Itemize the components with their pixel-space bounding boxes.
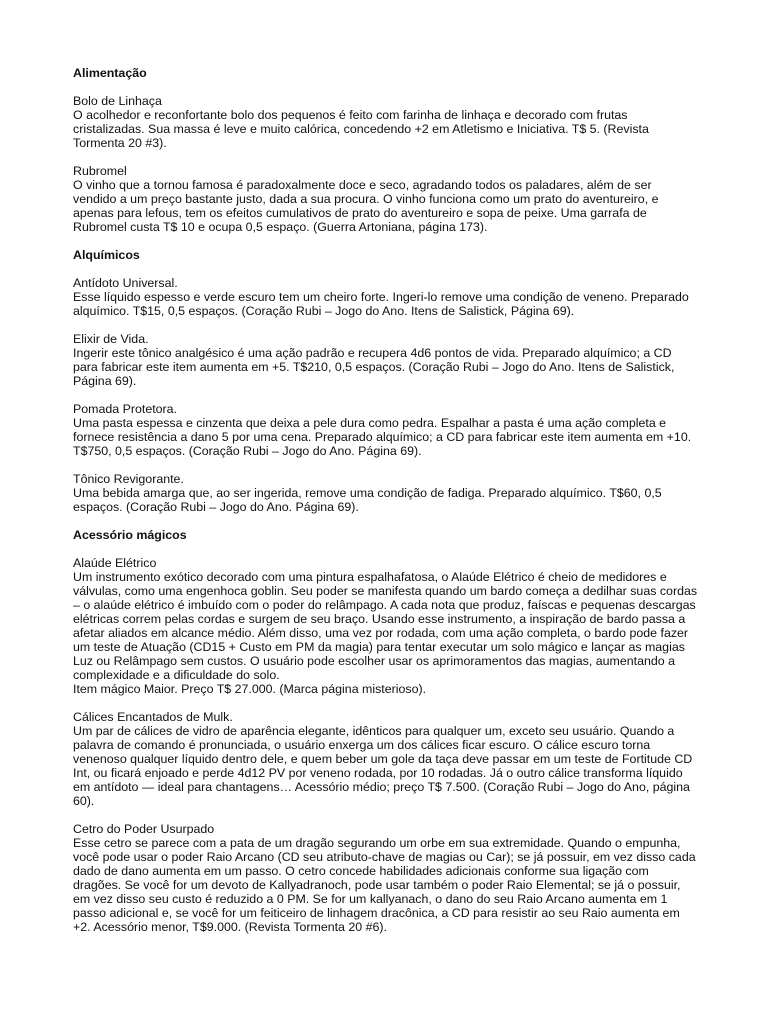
entry bbox=[73, 94, 698, 150]
entry-title: Antídoto Universal. bbox=[73, 276, 178, 290]
entry bbox=[73, 822, 698, 934]
section-heading: Alimentação bbox=[73, 66, 147, 80]
entry bbox=[73, 472, 698, 514]
entry-body: Uma bebida amarga que, ao ser ingerida, remove uma condição de fadiga. Preparado alquímico. T$60, 0,5 espaços. (Coração Rubi – Jogo do Ano. Página 69). bbox=[73, 486, 662, 514]
entry bbox=[73, 556, 698, 696]
entry bbox=[73, 276, 698, 318]
entry-body: Esse cetro se parece com a pata de um dragão segurando um orbe em sua extremidade. Quando o empunha, você pode usar o poder Raio Arcano (CD seu atributo-chave de magias ou Car); se já possuir, em vez disso cada dado de dano aumenta em um passo. O cetro concede habilidades adicionais conforme sua ligação com dragões. Se você for um devoto de Kallyadranoch, pode usar também o poder Raio Elemental; se já o possuir, em vez disso seu custo é reduzido a 0 PM. Se for um kallyanach, o dano do seu Raio Arcano aumenta em 1 passo adicional e, se você for um feiticeiro de linhagem dracônica, a CD para resistir ao seu Raio aumenta em +2. Acessório menor, T$9.000. (Revista Tormenta 20 #6). bbox=[73, 836, 696, 934]
entry-title: Bolo de Linhaça bbox=[73, 94, 162, 108]
entry-title: Cálices Encantados de Mulk. bbox=[73, 710, 233, 724]
entry bbox=[73, 332, 698, 388]
entry-title: Alaúde Elétrico bbox=[73, 556, 157, 570]
entry-title: Cetro do Poder Usurpado bbox=[73, 822, 215, 836]
entry-body: Esse líquido espesso e verde escuro tem um cheiro forte. Ingeri-lo remove uma condição de veneno. Preparado alquímico. T$15, 0,5 espaços. (Coração Rubi – Jogo do Ano. Itens de Salistick, Página 69). bbox=[73, 290, 689, 318]
entry-body: Um instrumento exótico decorado com uma pintura espalhafatosa, o Alaúde Elétrico é cheio de medidores e válvulas, como uma engenhoca goblin. Seu poder se manifesta quando um bardo começa a dedilhar suas cordas – o alaúde elétrico é imbuído com o poder do relâmpago. A cada nota que produz, faíscas e pequenas descargas elétricas correm pelas cordas e surgem de seu braço. Usando esse instrumento, a inspiração de bardo passa a afetar aliados em alcance médio. Além disso, uma vez por rodada, com uma ação completa, o bardo pode fazer um teste de Atuação (CD15 + Custo em PM da magia) para tentar executar um solo mágico e lançar as magias Luz ou Relâmpago sem custos. O usuário pode escolher usar os aprimoramentos das magias, aumentando a complexidade e a dificuldade do solo. Item mágico Maior. Preço T$ 27.000. (Marca página misterioso). bbox=[73, 570, 698, 696]
entry-title: Rubromel bbox=[73, 164, 127, 178]
entry-body: O acolhedor e reconfortante bolo dos pequenos é feito com farinha de linhaça e decorado com frutas cristalizadas. Sua massa é leve e muito calórica, concedendo +2 em Atletismo e Iniciativa. T$ 5. (Revista Tormenta 20 #3). bbox=[73, 108, 649, 150]
entry bbox=[73, 402, 698, 458]
entry-body: Um par de cálices de vidro de aparência elegante, idênticos para qualquer um, exceto seu usuário. Quando a palavra de comando é pronunciada, o usuário enxerga um dos cálices ficar escuro. O cálice escuro torna venenoso qualquer líquido dentro dele, e quem beber um gole da taça deve passar em um teste de Fortitude CD Int, ou ficará enjoado e perde 4d12 PV por veneno rodada, por 10 rodadas. Já o outro cálice transforma líquido em antídoto — ideal para chantagens… Acessório médio; preço T$ 7.500. (Coração Rubi – Jogo do Ano, página 60). bbox=[73, 724, 693, 808]
entry-title: Elixir de Vida. bbox=[73, 332, 149, 346]
section-heading: Alquímicos bbox=[73, 248, 140, 262]
entry-body: Ingerir este tônico analgésico é uma ação padrão e recupera 4d6 pontos de vida. Preparado alquímico; a CD para fabricar este item aumenta em +5. T$210, 0,5 espaços. (Coração Rubi – Jogo do Ano. Itens de Salistick, Página 69). bbox=[73, 346, 675, 388]
entry bbox=[73, 164, 698, 234]
entry-body: Uma pasta espessa e cinzenta que deixa a pele dura como pedra. Espalhar a pasta é uma ação completa e fornece resistência a dano 5 por uma cena. Preparado alquímico; a CD para fabricar este item aumenta em +10. T$750, 0,5 espaços. (Coração Rubi – Jogo do Ano. Página 69). bbox=[73, 416, 692, 458]
entry-body: O vinho que a tornou famosa é paradoxalmente doce e seco, agradando todos os paladares, além de ser vendido a um preço bastante justo, dada a sua procura. O vinho funciona como um prato do aventureiro, e apenas para lefous, tem os efeitos cumulativos de prato do aventureiro e sopa de peixe. Uma garrafa de Rubromel custa T$ 10 e ocupa 0,5 espaço. (Guerra Artoniana, página 173). bbox=[73, 178, 659, 234]
entry-title: Pomada Protetora. bbox=[73, 402, 178, 416]
entry-title: Tônico Revigorante. bbox=[73, 472, 184, 486]
section-heading: Acessório mágicos bbox=[73, 528, 187, 542]
entry bbox=[73, 710, 698, 808]
